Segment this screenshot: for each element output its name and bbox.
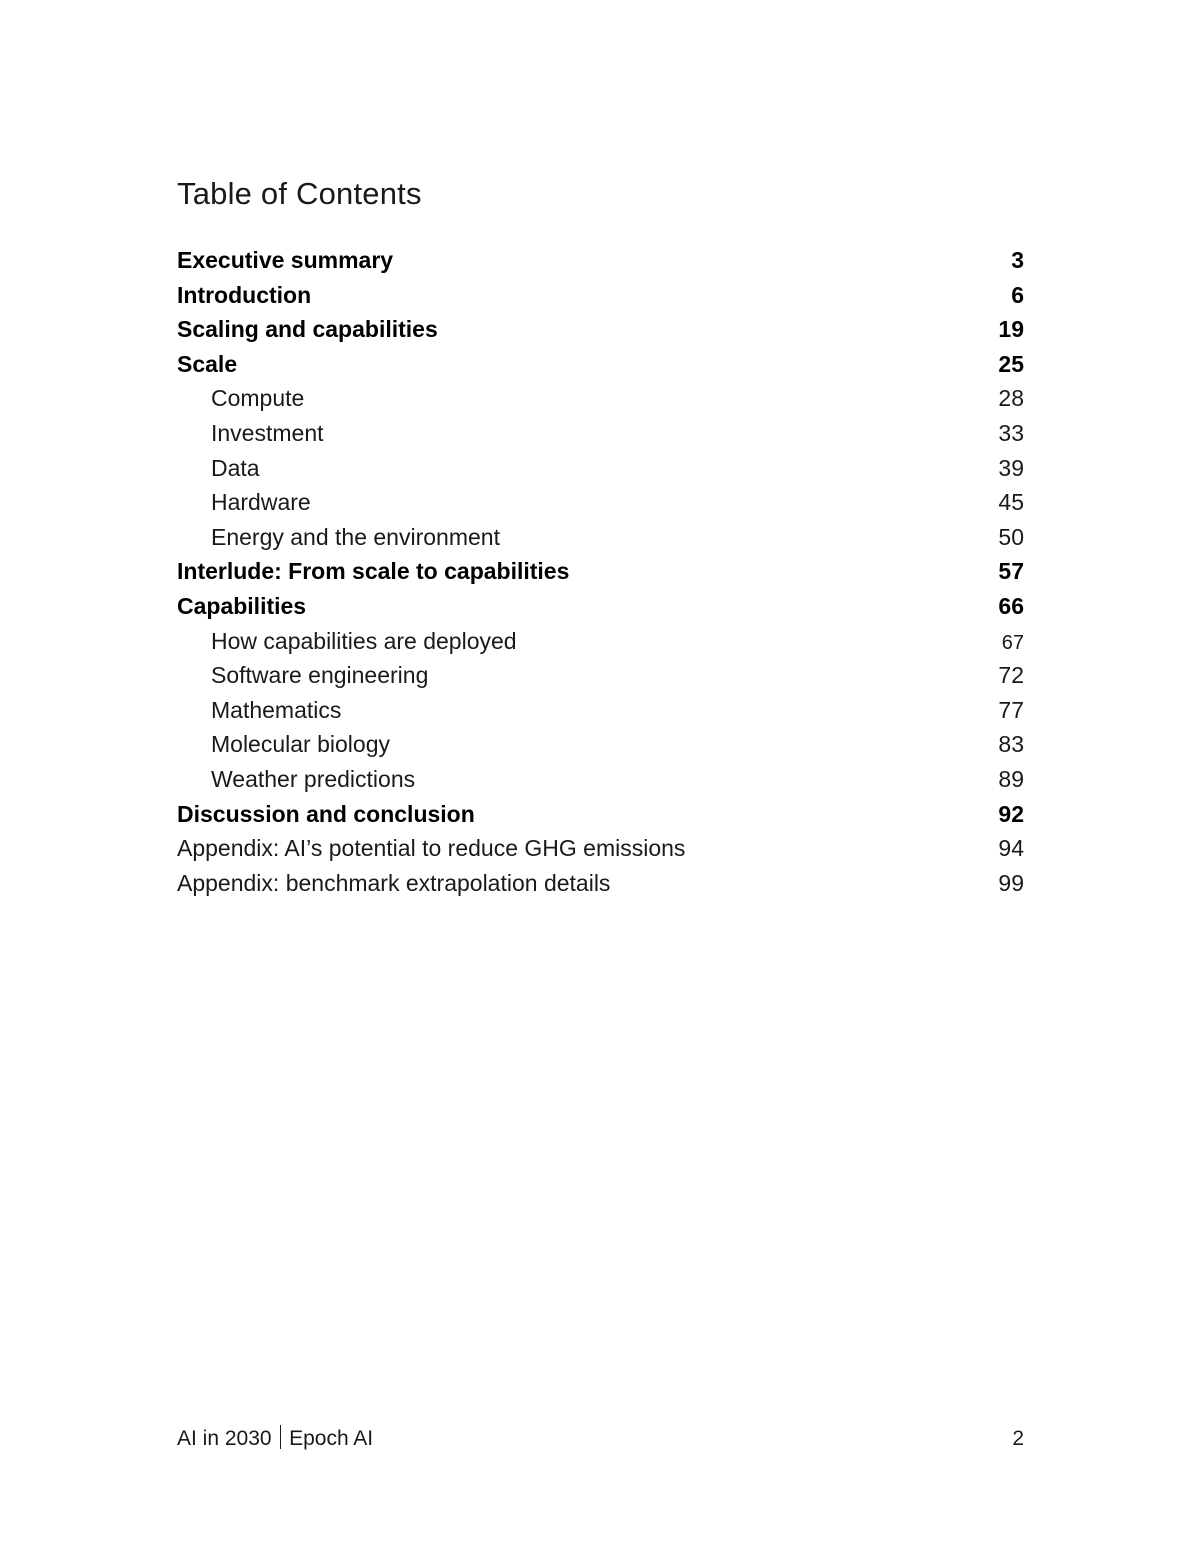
toc-entry-molecular-biology[interactable] xyxy=(177,727,1024,762)
toc-entry-page: 83 xyxy=(998,731,1024,758)
toc-entry-introduction[interactable] xyxy=(177,278,1024,313)
footer-doc-info xyxy=(177,1421,373,1451)
toc-entry-weather-predictions[interactable] xyxy=(177,762,1024,797)
footer-separator xyxy=(280,1425,282,1449)
toc-entry-appendix-benchmark[interactable] xyxy=(177,866,1024,901)
toc-entry-page: 45 xyxy=(998,489,1024,516)
toc-entry-interlude[interactable] xyxy=(177,554,1024,589)
toc-entry-label: Scale xyxy=(177,350,238,377)
toc-entry-capabilities[interactable] xyxy=(177,589,1024,624)
toc-entry-scale[interactable] xyxy=(177,347,1024,382)
footer-page-number: 2 xyxy=(1012,1427,1024,1450)
toc-entry-label: Appendix: AI’s potential to reduce GHG emissions xyxy=(177,835,686,862)
toc-entry-page: 57 xyxy=(998,558,1024,585)
toc-entry-hardware[interactable] xyxy=(177,485,1024,520)
toc-entry-how-capabilities-are-deployed[interactable] xyxy=(177,624,1024,659)
toc-entry-label: Scaling and capabilities xyxy=(177,316,438,343)
toc-entry-appendix-ghg[interactable] xyxy=(177,831,1024,866)
footer-publisher: Epoch AI xyxy=(289,1427,374,1450)
toc-entry-page: 66 xyxy=(998,592,1024,619)
toc-entry-label: Investment xyxy=(211,419,324,446)
toc-entry-page: 39 xyxy=(998,454,1024,481)
toc-entry-label: Introduction xyxy=(177,281,312,308)
toc-entry-investment[interactable] xyxy=(177,416,1024,451)
toc-entry-page: 67 xyxy=(1001,631,1024,654)
toc-entry-page: 3 xyxy=(1011,247,1024,273)
toc-entry-software-engineering[interactable] xyxy=(177,658,1024,693)
toc-entry-mathematics[interactable] xyxy=(177,693,1024,728)
toc-entry-page: 99 xyxy=(998,869,1024,896)
toc-list xyxy=(177,243,1024,900)
toc-entry-label: Discussion and conclusion xyxy=(177,800,475,827)
toc-entry-label: Compute xyxy=(211,385,305,412)
toc-entry-page: 94 xyxy=(998,835,1024,862)
toc-entry-page: 77 xyxy=(998,696,1024,723)
toc-entry-page: 92 xyxy=(998,800,1024,827)
toc-entry-compute[interactable] xyxy=(177,381,1024,416)
toc-entry-label: Weather predictions xyxy=(211,765,416,792)
toc-entry-page: 33 xyxy=(998,419,1024,446)
toc-entry-energy-and-environment[interactable] xyxy=(177,520,1024,555)
toc-entry-page: 19 xyxy=(998,316,1024,343)
toc-entry-label: Mathematics xyxy=(211,696,342,723)
toc-entry-page: 6 xyxy=(1011,281,1024,308)
toc-entry-label: Appendix: benchmark extrapolation details xyxy=(177,869,611,896)
toc-entry-discussion-and-conclusion[interactable] xyxy=(177,797,1024,832)
toc-entry-label: Interlude: From scale to capabilities xyxy=(177,558,570,585)
toc-entry-label: How capabilities are deployed xyxy=(211,627,517,654)
toc-entry-page: 89 xyxy=(998,765,1024,792)
page-footer xyxy=(177,1421,1024,1451)
toc-entry-label: Molecular biology xyxy=(211,731,390,758)
toc-entry-data[interactable] xyxy=(177,451,1024,486)
footer-doc-title: AI in 2030 xyxy=(177,1427,272,1450)
toc-title: Table of Contents xyxy=(177,176,422,211)
toc-entry-scaling-and-capabilities[interactable] xyxy=(177,312,1024,347)
toc-entry-page: 28 xyxy=(998,385,1024,412)
toc-entry-label: Data xyxy=(211,454,260,481)
toc-entry-page: 72 xyxy=(998,662,1024,689)
toc-entry-label: Energy and the environment xyxy=(211,523,500,550)
toc-entry-page: 50 xyxy=(998,523,1024,550)
toc-entry-label: Software engineering xyxy=(211,662,429,689)
toc-entry-label: Executive summary xyxy=(177,247,394,273)
toc-entry-label: Hardware xyxy=(211,489,311,516)
toc-entry-executive-summary[interactable] xyxy=(177,243,1024,278)
toc-entry-label: Capabilities xyxy=(177,592,307,619)
toc-entry-page: 25 xyxy=(998,350,1024,377)
